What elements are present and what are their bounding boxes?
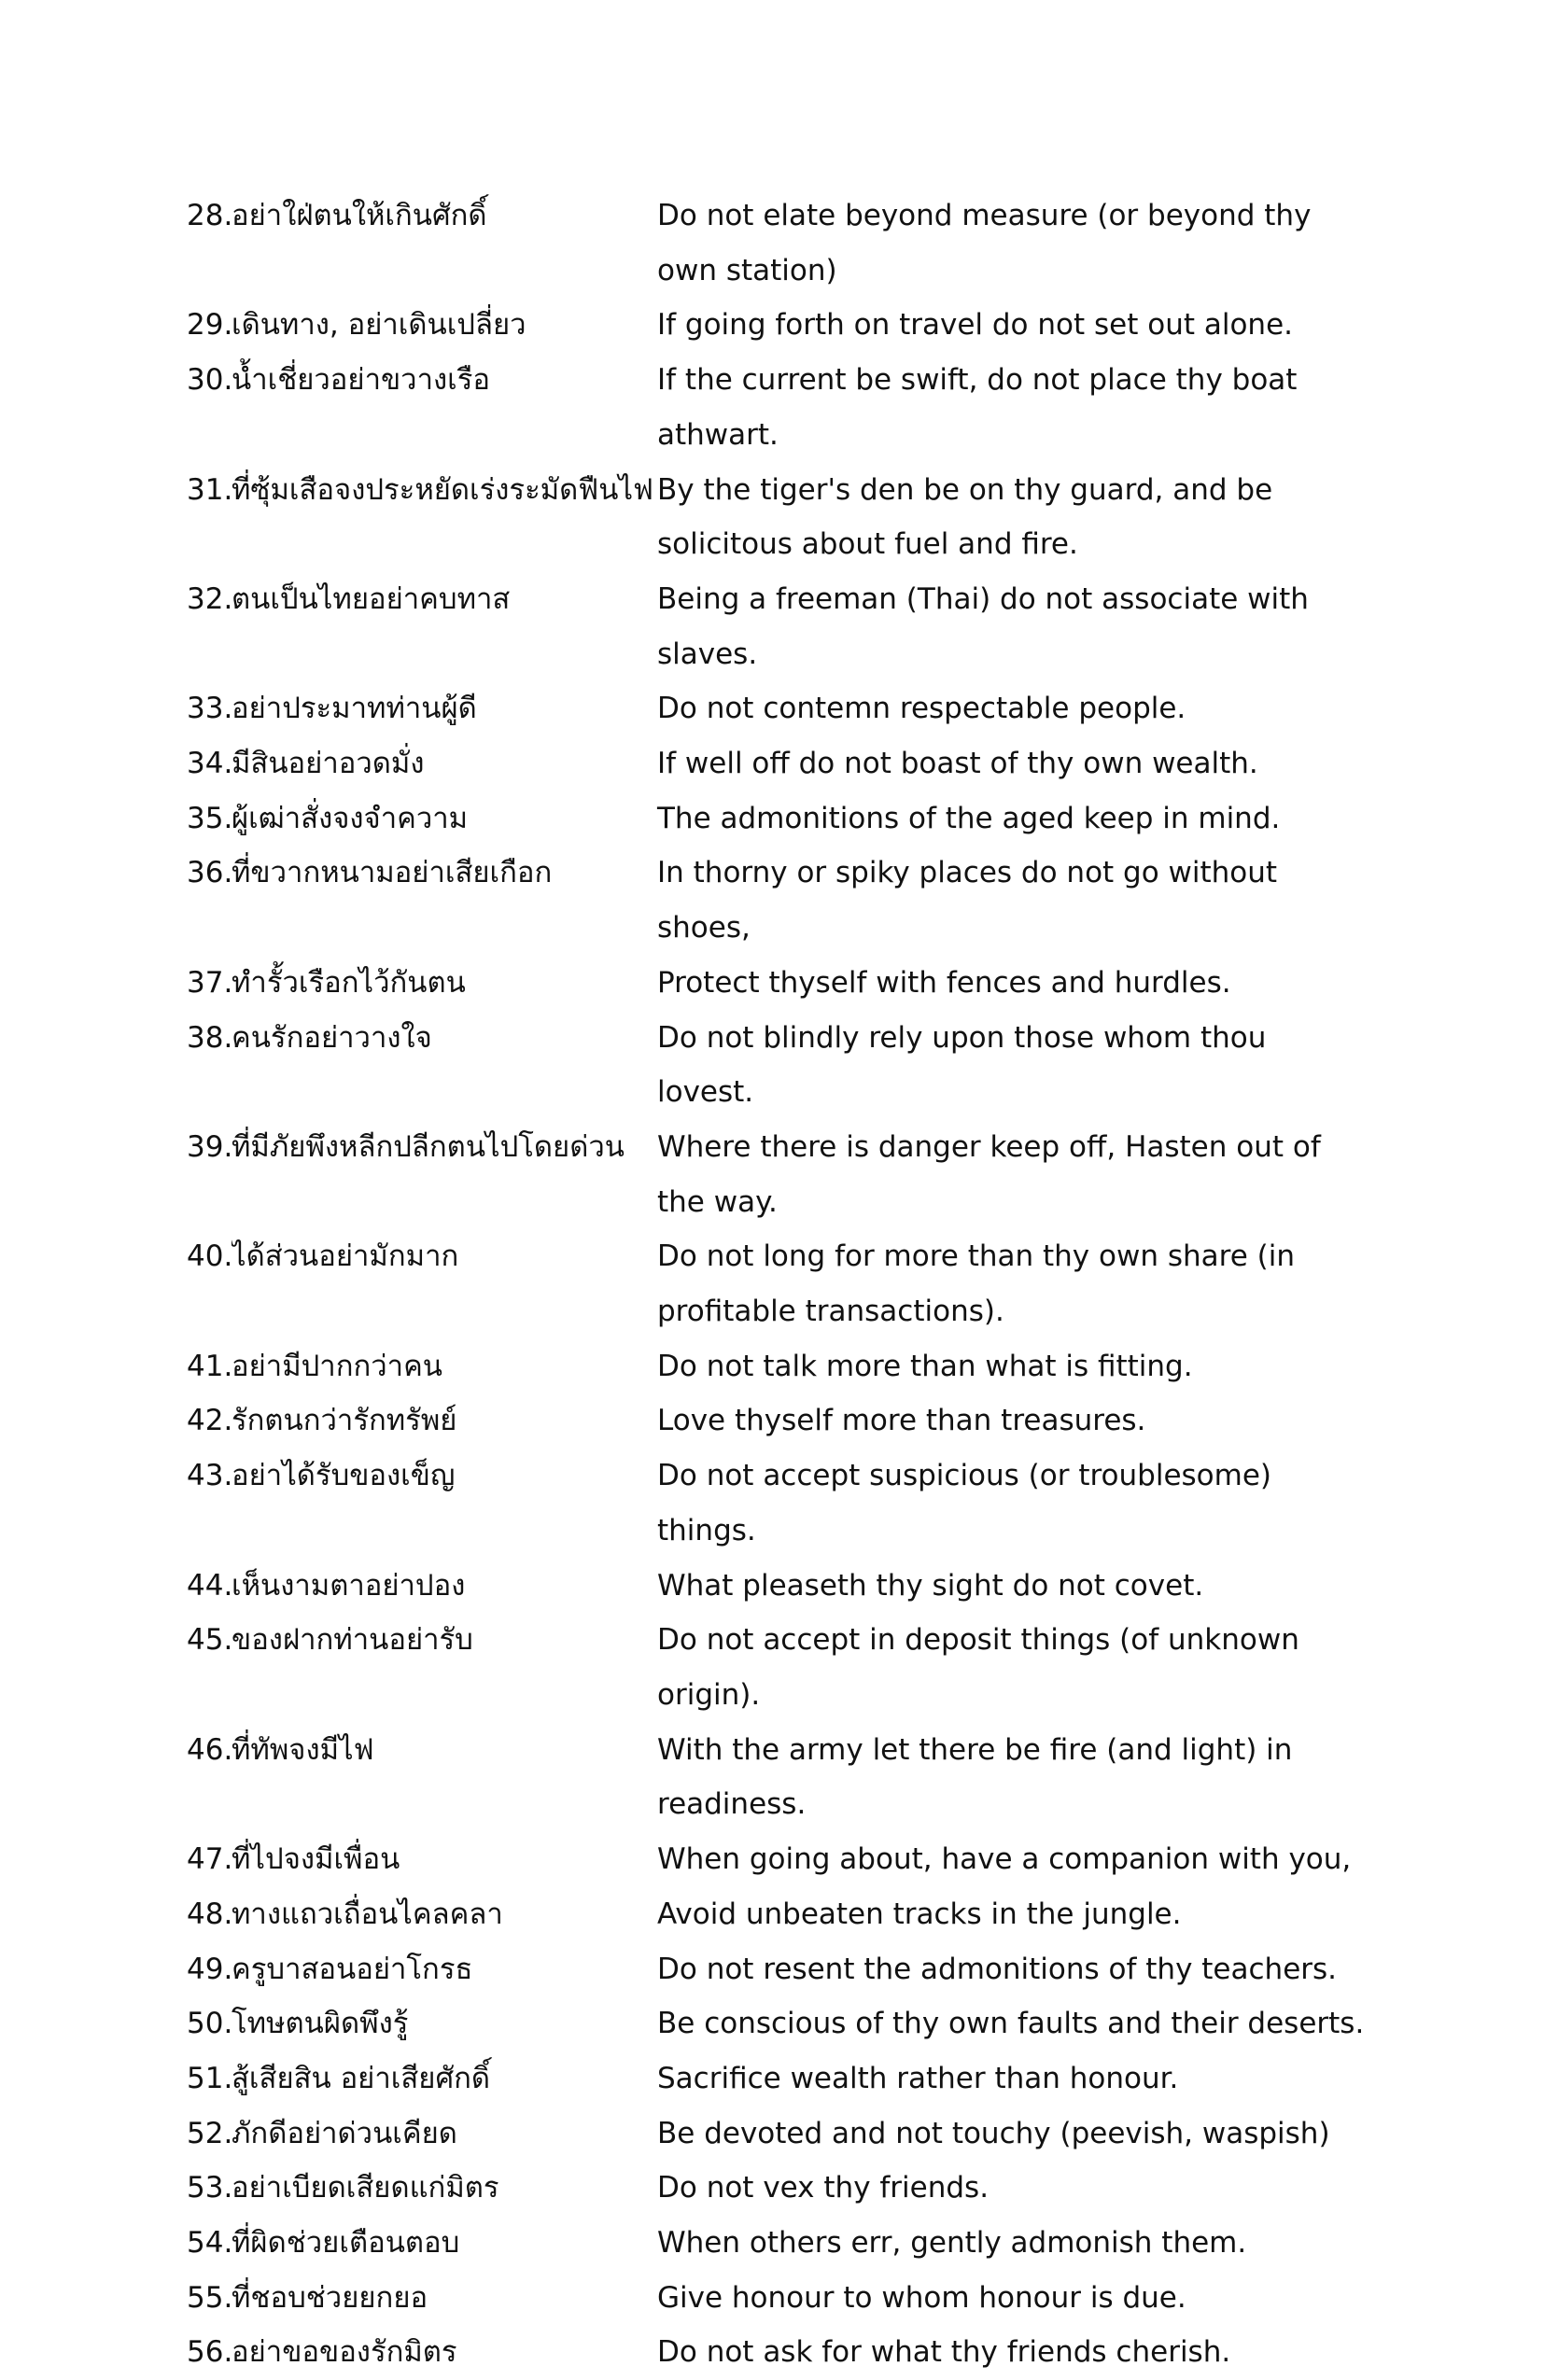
proverb-english-translation: Do not accept in deposit things (of unknown origin). <box>657 1623 1299 1712</box>
proverb-row <box>187 2161 1400 2216</box>
proverb-english-translation: If the current be swift, do not place thy boat athwart. <box>657 363 1298 452</box>
proverb-number: 55. <box>187 2280 233 2315</box>
proverb-row <box>187 846 1400 955</box>
proverb-row <box>187 736 1400 791</box>
proverb-english-translation: Do not contemn respectable people. <box>657 692 1186 726</box>
proverb-thai-text: ที่ขวากหนามอย่าเสียเกือก <box>232 856 553 890</box>
proverb-thai-text: เห็นงามตาอย่าปอง <box>232 1568 466 1603</box>
proverb-number: 42. <box>187 1404 233 1438</box>
proverb-row <box>187 1393 1400 1449</box>
proverb-english-translation: Love thyself more than treasures. <box>657 1404 1146 1438</box>
proverb-thai-text: น้ำเชี่ยวอย่าขวางเรือ <box>232 363 491 398</box>
proverb-row <box>187 1120 1400 1229</box>
proverb-thai-text: อย่าได้รับของเข็ญ <box>232 1459 456 1493</box>
proverb-thai-text: ภักดีอย่าด่วนเคียด <box>232 2116 457 2150</box>
proverb-row <box>187 1832 1400 1887</box>
proverb-row <box>187 189 1400 298</box>
proverb-number: 50. <box>187 2007 233 2041</box>
proverb-number: 46. <box>187 1732 233 1767</box>
proverb-number: 31. <box>187 472 233 507</box>
proverb-number: 28. <box>187 199 233 232</box>
proverb-english-translation: Give honour to whom honour is due. <box>657 2280 1186 2315</box>
proverb-row <box>187 1339 1400 1394</box>
proverb-english-translation: With the army let there be fire (and light) in readiness. <box>657 1732 1293 1822</box>
proverb-english-translation: Protect thyself with fences and hurdles. <box>657 965 1231 1000</box>
proverb-number: 36. <box>187 856 233 890</box>
proverb-thai-text: ที่ซุ้มเสือจงประหยัดเร่งระมัดฟืนไฟ <box>232 472 653 507</box>
proverb-row <box>187 956 1400 1011</box>
proverb-thai-text: ที่ผิดช่วยเตือนตอบ <box>232 2226 460 2261</box>
proverb-thai-text: อย่ามีปากกว่าคน <box>232 1349 442 1383</box>
proverb-list <box>187 189 1400 2380</box>
proverb-english-translation: When others err, gently admonish them. <box>657 2226 1247 2261</box>
proverb-row <box>187 1942 1400 1997</box>
proverb-thai-text: ทางแถวเถื่อนไคลคลา <box>232 1897 503 1931</box>
proverb-number: 52. <box>187 2116 233 2150</box>
proverb-row <box>187 2325 1400 2380</box>
proverb-thai-text: เดินทาง, อย่าเดินเปลี่ยว <box>232 308 526 343</box>
proverb-number: 35. <box>187 801 233 835</box>
proverb-thai-text: ครูบาสอนอย่าโกรธ <box>232 1952 473 1986</box>
proverb-number: 44. <box>187 1568 233 1603</box>
proverb-english-translation: Do not accept suspicious (or troublesome) things. <box>657 1459 1272 1547</box>
proverb-number: 49. <box>187 1952 233 1986</box>
proverb-thai-text: สู้เสียสิน อย่าเสียศักดิ์ <box>232 2061 491 2095</box>
proverb-thai-text: ที่ไปจงมีเพื่อน <box>232 1842 400 1877</box>
proverb-english-translation: Sacrifice wealth rather than honour. <box>657 2061 1179 2095</box>
proverb-thai-text: ที่มีภัยพึงหลีกปลีกตนไปโดยด่วน <box>232 1129 625 1164</box>
proverb-english-translation: Do not vex thy friends. <box>657 2171 990 2205</box>
proverb-row <box>187 681 1400 736</box>
proverb-row <box>187 1613 1400 1722</box>
proverb-row <box>187 2107 1400 2162</box>
proverb-english-translation: Do not ask for what thy friends cherish. <box>657 2335 1231 2370</box>
proverb-number: 33. <box>187 692 233 726</box>
proverb-row <box>187 572 1400 681</box>
proverb-thai-text: ทำรั้วเรือกไว้กันตน <box>232 965 466 1000</box>
proverb-row <box>187 2216 1400 2271</box>
proverb-number: 39. <box>187 1129 233 1164</box>
proverb-row <box>187 1229 1400 1338</box>
proverb-english-translation: In thorny or spiky places do not go without shoes, <box>657 856 1278 945</box>
proverb-thai-text: โทษตนผิดพึงรู้ <box>232 2007 409 2041</box>
proverb-thai-text: อย่าเบียดเสียดแก่มิตร <box>232 2171 499 2205</box>
proverb-row <box>187 463 1400 572</box>
proverb-english-translation: When going about, have a companion with you, <box>657 1842 1352 1877</box>
proverb-number: 54. <box>187 2226 233 2261</box>
proverb-english-translation: Where there is danger keep off, Hasten out of the way. <box>657 1129 1321 1219</box>
proverb-number: 30. <box>187 363 233 398</box>
proverb-row <box>187 298 1400 353</box>
proverb-number: 29. <box>187 308 233 343</box>
proverb-thai-text: ที่ชอบช่วยยกยอ <box>232 2280 428 2315</box>
proverb-number: 48. <box>187 1897 233 1931</box>
proverb-row <box>187 791 1400 847</box>
proverb-english-translation: The admonitions of the aged keep in mind. <box>657 801 1281 835</box>
proverb-number: 47. <box>187 1842 233 1877</box>
proverb-thai-text: คนรักอย่าวางใจ <box>232 1020 432 1055</box>
proverb-row <box>187 2051 1400 2107</box>
proverb-english-translation: Do not resent the admonitions of thy teachers. <box>657 1952 1338 1986</box>
proverb-english-translation: Be conscious of thy own faults and their deserts. <box>657 2007 1365 2041</box>
proverb-english-translation: Do not long for more than thy own share (in profitable transactions). <box>657 1239 1295 1329</box>
proverb-row <box>187 1887 1400 1942</box>
proverb-number: 34. <box>187 747 233 781</box>
proverb-row <box>187 353 1400 462</box>
proverb-number: 53. <box>187 2171 233 2205</box>
proverb-thai-text: มีสินอย่าอวดมั่ง <box>232 747 425 781</box>
proverb-english-translation: What pleaseth thy sight do not covet. <box>657 1568 1204 1603</box>
proverb-english-translation: Avoid unbeaten tracks in the jungle. <box>657 1897 1182 1931</box>
proverb-thai-text: ตนเป็นไทยอย่าคบทาส <box>232 581 511 616</box>
proverb-thai-text: อย่าประมาทท่านผู้ดี <box>232 692 477 726</box>
proverb-thai-text: ผู้เฒ่าสั่งจงจำความ <box>232 801 469 835</box>
proverb-number: 32. <box>187 581 233 616</box>
proverb-english-translation: If well off do not boast of thy own wealth. <box>657 747 1258 781</box>
proverb-row <box>187 2271 1400 2326</box>
proverb-number: 56. <box>187 2335 233 2370</box>
proverb-thai-text: รักตนกว่ารักทรัพย์ <box>232 1404 457 1438</box>
proverb-number: 37. <box>187 965 233 1000</box>
proverb-row <box>187 1449 1400 1558</box>
proverb-number: 51. <box>187 2061 233 2095</box>
proverb-thai-text: ที่ทัพจงมีไฟ <box>232 1732 374 1767</box>
proverb-row <box>187 1559 1400 1614</box>
proverb-english-translation: By the tiger's den be on thy guard, and be solicitous about fuel and fire. <box>657 472 1273 562</box>
proverb-english-translation: Do not blindly rely upon those whom thou lovest. <box>657 1020 1267 1110</box>
proverb-thai-text: อย่าใฝ่ตนให้เกินศักดิ์ <box>232 199 487 232</box>
proverb-english-translation: Do not elate beyond measure (or beyond thy own station) <box>657 199 1312 287</box>
proverb-english-translation: Be devoted and not touchy (peevish, waspish) <box>657 2116 1330 2150</box>
proverb-number: 43. <box>187 1459 233 1493</box>
proverb-thai-text: ของฝากท่านอย่ารับ <box>232 1623 473 1658</box>
proverb-english-translation: Do not talk more than what is fitting. <box>657 1349 1193 1383</box>
proverb-thai-text: ได้ส่วนอย่ามักมาก <box>232 1239 459 1274</box>
proverb-number: 41. <box>187 1349 233 1383</box>
proverb-number: 38. <box>187 1020 233 1055</box>
proverb-row <box>187 1996 1400 2051</box>
proverb-number: 40. <box>187 1239 233 1274</box>
proverb-row <box>187 1723 1400 1832</box>
proverb-thai-text: อย่าขอของรักมิตร <box>232 2335 457 2370</box>
proverb-row <box>187 1011 1400 1120</box>
proverb-number: 45. <box>187 1623 233 1658</box>
proverb-english-translation: If going forth on travel do not set out alone. <box>657 308 1294 343</box>
proverb-english-translation: Being a freeman (Thai) do not associate with slaves. <box>657 581 1309 671</box>
